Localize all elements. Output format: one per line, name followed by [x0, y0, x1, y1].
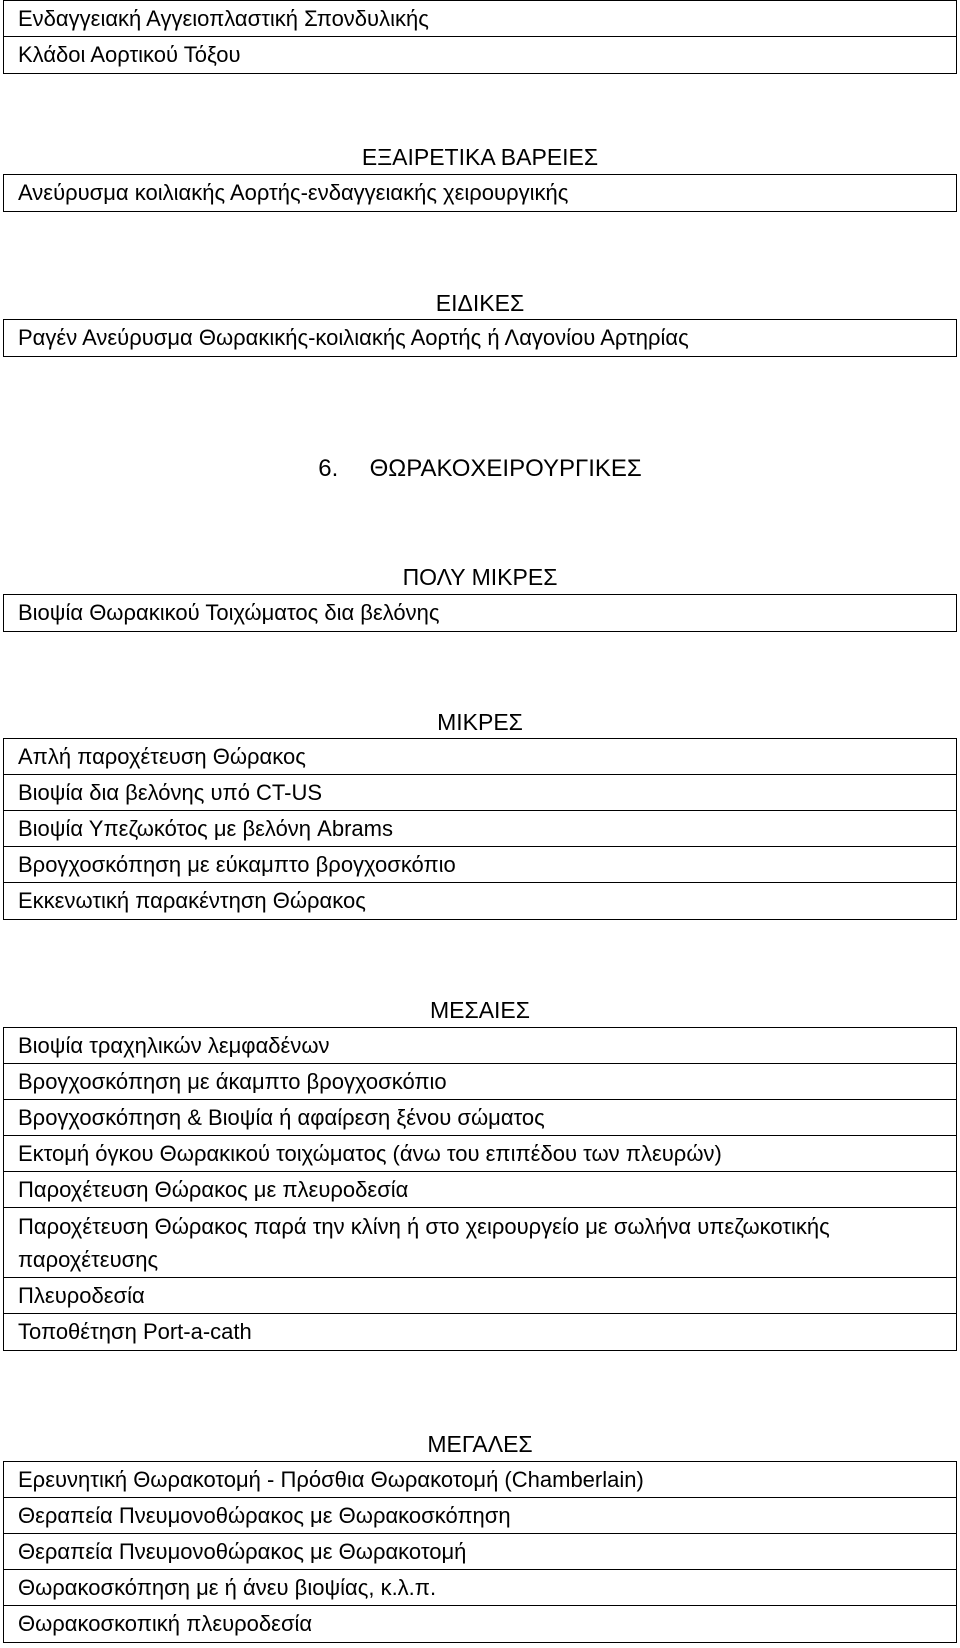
table-row: Εκτομή όγκου Θωρακικού τοιχώματος (άνω του επιπέδου των πλευρών)	[4, 1136, 956, 1172]
table-row: Βρογχοσκόπηση με άκαμπτο βρογχοσκόπιο	[4, 1064, 956, 1100]
table-row: Βιοψία Υπεζωκότος με βελόνη Abrams	[4, 811, 956, 847]
table-row: Βιοψία τραχηλικών λεμφαδένων	[4, 1028, 956, 1064]
chapter-title	[0, 454, 960, 484]
table-row: Θωρακοσκόπηση με ή άνευ βιοψίας, κ.λ.π.	[4, 1570, 956, 1606]
table-row: Κλάδοι Αορτικού Τόξου	[18, 42, 241, 67]
chapter-number: 6.	[318, 455, 339, 482]
table-row: Βρογχοσκόπηση & Βιοψία ή αφαίρεση ξένου σώματος	[4, 1100, 956, 1136]
table-row: Πλευροδεσία	[4, 1278, 956, 1314]
table-row: Ερευνητική Θωρακοτομή - Πρόσθια Θωρακοτομή (Chamberlain)	[4, 1462, 956, 1498]
table-row: Θεραπεία Πνευμονοθώρακος με Θωρακοτομή	[4, 1534, 956, 1570]
table-row: Παροχέτευση Θώρακος παρά την κλίνη ή στο χειρουργείο με σωλήνα υπεζωκοτικής παροχέτευσης	[4, 1208, 956, 1278]
table-row: Εκκενωτική παρακέντηση Θώρακος	[18, 888, 366, 913]
table-row: Απλή παροχέτευση Θώρακος	[4, 739, 956, 775]
table-row: Τοποθέτηση Port-a-cath	[18, 1319, 252, 1344]
heading-very-small: ΠΟΛΥ ΜΙΚΡΕΣ	[402, 564, 558, 590]
table-row: Θωρακοσκοπική πλευροδεσία	[18, 1611, 313, 1636]
table-row: Παροχέτευση Θώρακος με πλευροδεσία	[4, 1172, 956, 1208]
heading-small: ΜΙΚΡΕΣ	[437, 709, 523, 735]
table-row: Ανεύρυσμα κοιλιακής Αορτής-ενδαγγειακής χειρουργικής	[18, 180, 569, 205]
table-row: Ενδαγγειακή Αγγειοπλαστική Σπονδυλικής	[4, 1, 956, 37]
table-small	[3, 738, 957, 920]
table-special	[3, 319, 957, 357]
chapter-name: ΘΩΡΑΚΟΧΕΙΡΟΥΡΓΙΚΕΣ	[369, 455, 642, 482]
heading-medium: ΜΕΣΑΙΕΣ	[429, 997, 530, 1023]
heading-very-heavy: ΕΞΑΙΡΕΤΙΚΑ ΒΑΡΕΙΕΣ	[361, 144, 599, 170]
table-row: Βιοψία Θωρακικού Τοιχώματος δια βελόνης	[18, 600, 440, 625]
table-very-small	[3, 594, 957, 632]
table-row: Θεραπεία Πνευμονοθώρακος με Θωρακοσκόπηση	[4, 1498, 956, 1534]
heading-special: ΕΙΔΙΚΕΣ	[435, 290, 525, 316]
table-very-heavy	[3, 174, 957, 212]
table-top	[3, 0, 957, 74]
table-row: Βρογχοσκόπηση με εύκαμπτο βρογχοσκόπιο	[4, 847, 956, 883]
table-medium	[3, 1027, 957, 1351]
table-row: Βιοψία δια βελόνης υπό CT-US	[4, 775, 956, 811]
heading-large: ΜΕΓΑΛΕΣ	[427, 1431, 533, 1457]
table-row: Ραγέν Ανεύρυσμα Θωρακικής-κοιλιακής Αορτής ή Λαγονίου Αρτηρίας	[18, 325, 689, 350]
table-large	[3, 1461, 957, 1643]
